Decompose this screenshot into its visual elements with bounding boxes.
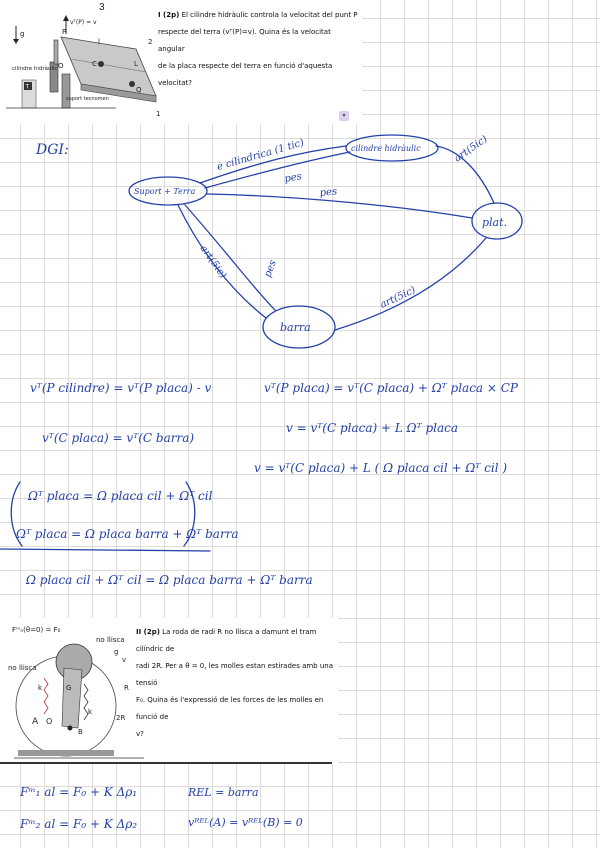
eq6a: Ωᵀ placa = Ω placa cil + Ωᵀ cil <box>28 489 213 503</box>
problem2-line3: F₀. Quina és l'expressió de les forces de les molles en funció de <box>136 696 324 721</box>
svg-text:Q: Q <box>136 86 142 94</box>
problem1-line2: respecte del terra (vᵀ(P)=v). Quina és la velocitat angular <box>158 28 331 53</box>
problem1-line1: El cilindre hidràulic controla la velocitat del punt P <box>181 11 358 19</box>
edge-pes2-label: pes <box>319 186 338 199</box>
svg-text:2R: 2R <box>116 714 126 722</box>
vrel-eq: vᴿᴱᴸ(A) = vᴿᴱᴸ(B) = 0 <box>188 816 303 829</box>
page-number: 3 <box>99 2 105 13</box>
svg-text:C: C <box>92 60 97 68</box>
problem2-line4: v? <box>136 730 144 738</box>
svg-text:P: P <box>62 28 67 36</box>
eq6b: Ωᵀ placa = Ω placa barra + Ωᵀ barra <box>16 527 239 541</box>
svg-text:A: A <box>32 717 39 727</box>
comment-badge[interactable]: ▾ <box>339 111 349 121</box>
edge-art3-label: art(5ic) <box>378 284 418 311</box>
node-support-label: Suport + Terra <box>134 187 196 196</box>
problem1-line3: de la placa respecte del terra en funció d'aquesta velocitat? <box>158 62 333 87</box>
svg-text:2: 2 <box>148 38 153 46</box>
dgi-label: DGI: <box>36 142 69 158</box>
eq4: v = vᵀ(C placa) + L Ωᵀ placa <box>286 421 459 435</box>
svg-text:1: 1 <box>156 110 161 118</box>
eq2: vᵀ(C placa) = vᵀ(C barra) <box>42 431 195 445</box>
svg-text:no llisca: no llisca <box>96 636 125 644</box>
svg-text:cilindre hidràulic: cilindre hidràulic <box>12 66 58 72</box>
svg-text:vᵀ(P) = v: vᵀ(P) = v <box>70 19 97 26</box>
edge-pes3-label: pes <box>262 258 279 280</box>
svg-text:T: T <box>25 83 30 91</box>
svg-text:Fᵐₙ(θ=0) = F₀: Fᵐₙ(θ=0) = F₀ <box>12 626 61 634</box>
edge-pes1-label: pes <box>283 171 303 185</box>
problem2-line1: La roda de radi R no llisca a damunt el tram cilíndric de <box>136 628 317 653</box>
node-cylinder-label: cilindre hidràulic <box>351 144 421 153</box>
eq1: vᵀ(P cilindre) = vᵀ(P placa) - v <box>30 381 212 395</box>
svg-text:l: l <box>98 38 100 46</box>
problem1-label: I (2p) <box>158 11 180 19</box>
eq5: v = vᵀ(C placa) + L ( Ω placa cil + Ωᵀ cil ) <box>254 461 508 475</box>
force-eq2: Fᵐ₂ al = F₀ + K Δρ₂ <box>20 817 138 831</box>
eq7: Ω placa cil + Ωᵀ cil = Ω placa barra + Ωᵀ barra <box>26 573 313 587</box>
svg-text:B: B <box>78 728 83 736</box>
problem2-label: II (2p) <box>136 628 160 636</box>
svg-text:g: g <box>114 648 119 656</box>
problem2-line2: radi 2R. Per a θ = 0, les molles estan estirades amb una tensió <box>136 662 334 687</box>
svg-text:L: L <box>134 60 138 68</box>
svg-text:suport tecnomen: suport tecnomen <box>66 96 109 102</box>
edge-cyl-label: e cilindrica (1 tic) <box>215 137 306 173</box>
svg-text:g: g <box>20 30 25 38</box>
ref-label: REL = barra <box>188 786 259 799</box>
node-bar-label: barra <box>280 321 311 334</box>
edge-art1-label: art(5ic) <box>452 133 490 165</box>
svg-text:R: R <box>124 684 129 692</box>
eq3: vᵀ(P placa) = vᵀ(C placa) + Ωᵀ placa × CP <box>264 381 519 395</box>
svg-text:O: O <box>58 62 64 70</box>
edge-art2-label: art(5ic) <box>197 243 229 281</box>
svg-text:no llisca: no llisca <box>8 664 37 672</box>
svg-text:k: k <box>38 684 43 692</box>
svg-text:G: G <box>66 684 72 692</box>
svg-text:v: v <box>122 656 127 664</box>
svg-text:k: k <box>88 708 93 716</box>
force-eq1: Fᵐ₁ al = F₀ + K Δρ₁ <box>20 785 138 799</box>
node-plate-label: plat. <box>482 216 508 229</box>
svg-text:O: O <box>46 717 53 726</box>
